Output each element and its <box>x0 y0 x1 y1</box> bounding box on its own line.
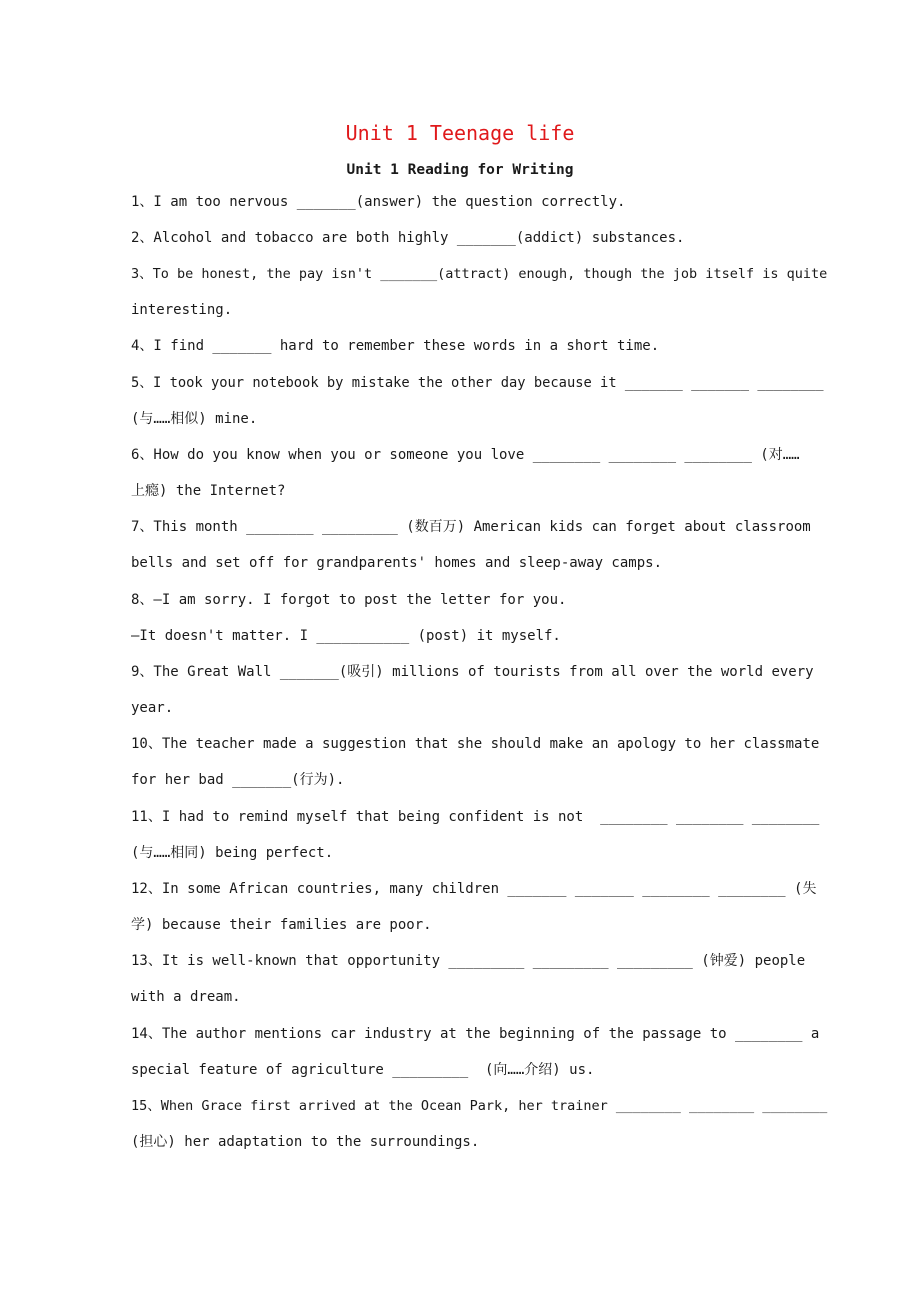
exercise-line: 上瘾) the Internet? <box>131 483 286 499</box>
exercise-line: 11、I had to remind myself that being confident is not ________ ________ ________ <box>131 809 820 825</box>
exercise-line: for her bad _______(行为). <box>131 772 345 788</box>
exercise-line: (与……相同) being perfect. <box>131 845 334 861</box>
exercise-line: special feature of agriculture _________ (向……介绍) us. <box>131 1062 595 1078</box>
exercise-line: 15、When Grace first arrived at the Ocean Park, her trainer ________ ________ ________ <box>131 1098 828 1114</box>
exercise-line: 13、It is well-known that opportunity _________ _________ _________ (钟爱) people <box>131 953 806 969</box>
exercise-line: 12、In some African countries, many children _______ _______ ________ ________ (失 <box>131 881 817 897</box>
exercise-line: 14、The author mentions car industry at the beginning of the passage to ________ a <box>131 1026 820 1042</box>
exercise-line: 学) because their families are poor. <box>131 917 432 933</box>
exercise-line: 3、To be honest, the pay isn't _______(attract) enough, though the job itself is quite <box>131 266 828 282</box>
exercise-line: 7、This month ________ _________ (数百万) American kids can forget about classroom <box>131 519 811 535</box>
exercise-line: bells and set off for grandparents' homes and sleep-away camps. <box>131 555 663 571</box>
exercise-line: 2、Alcohol and tobacco are both highly _______(addict) substances. <box>131 230 685 246</box>
document-subtitle: Unit 1 Reading for Writing <box>346 162 574 178</box>
exercise-line: (担心) her adaptation to the surroundings. <box>131 1134 480 1150</box>
exercise-line: (与……相似) mine. <box>131 411 258 427</box>
exercise-line: 5、I took your notebook by mistake the other day because it _______ _______ ________ <box>131 375 824 391</box>
exercise-line: year. <box>131 700 174 716</box>
document-title: Unit 1 Teenage life <box>345 121 575 145</box>
exercise-line: —It doesn't matter. I ___________ (post) it myself. <box>131 628 561 644</box>
exercise-line: 9、The Great Wall _______(吸引) millions of tourists from all over the world every <box>131 664 814 680</box>
exercise-line: 6、How do you know when you or someone you love ________ ________ ________ (对…… <box>131 447 800 463</box>
exercise-line: 8、—I am sorry. I forgot to post the letter for you. <box>131 592 567 608</box>
exercise-line: 10、The teacher made a suggestion that she should make an apology to her classmate <box>131 736 820 752</box>
exercise-line: interesting. <box>131 302 233 318</box>
exercise-line: with a dream. <box>131 989 241 1005</box>
exercise-line: 4、I find _______ hard to remember these words in a short time. <box>131 338 660 354</box>
exercise-line: 1、I am too nervous _______(answer) the question correctly. <box>131 194 626 210</box>
